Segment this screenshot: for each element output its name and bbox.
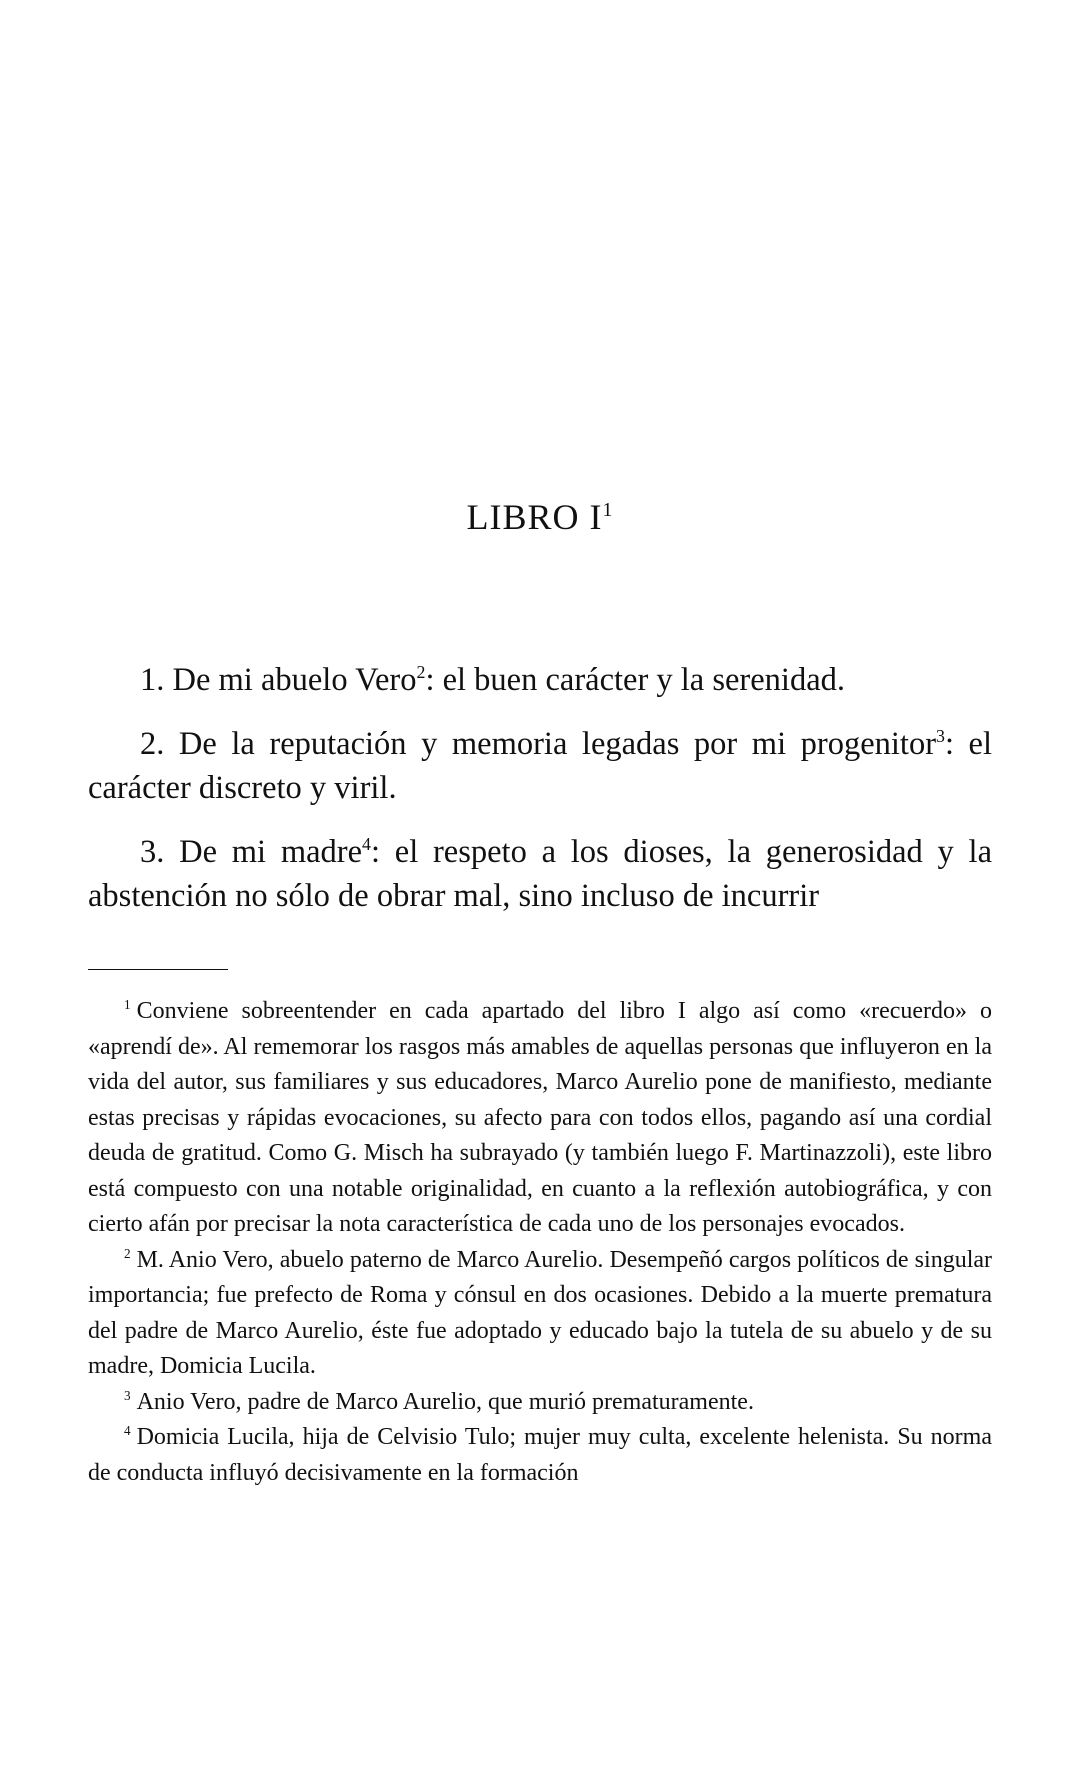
footnote-3 [88, 1385, 992, 1421]
footnote-1-text: Conviene sobreentender en cada apartado del libro I algo así como «recuerdo» o «aprendí de». Al rememorar los rasgos más amables de aquellas personas que influyeron en la vida del autor, sus familiares y sus educadores, Marco Aurelio pone de manifiesto, mediante estas precisas y rápidas evocaciones, su afecto para con todos ellos, pagando así una cordial deuda de gratitud. Como G. Misch ha subrayado (y también luego F. Martinazzoli), este libro está compuesto con una notable originalidad, en cuanto a la reflexión autobiográfica, y con cierto afán por precisar la nota característica de cada uno de los personajes evocados. [88, 998, 992, 1237]
footnote-3-text: Anio Vero, padre de Marco Aurelio, que murió prematuramente. [136, 1388, 754, 1415]
footnote-3-number: 3 [124, 1387, 131, 1403]
footnote-ref-3: 3 [936, 726, 945, 747]
footnote-4-number: 4 [124, 1423, 131, 1438]
paragraph-1 [88, 658, 992, 702]
footnote-2 [88, 1243, 992, 1385]
paragraph-1-lead: 1. De mi abuelo Vero [140, 662, 417, 698]
paragraph-2 [88, 722, 992, 810]
paragraph-3-lead: 3. De mi madre [140, 834, 363, 870]
footnote-divider [88, 969, 228, 970]
paragraph-3 [88, 830, 992, 918]
paragraph-3-rest: : el respeto a los dioses, la generosidad y la abstención no sólo de obrar mal, sino incluso de incurrir [88, 834, 992, 914]
footnote-4-text: Domicia Lucila, hija de Celvisio Tulo; mujer muy culta, excelente helenista. Su norma de conducta influyó decisivamente en la formación [88, 1424, 992, 1486]
paragraph-1-rest: : el buen carácter y la serenidad. [425, 662, 846, 698]
footnote-1 [88, 994, 992, 1243]
chapter-title-text: LIBRO I [466, 497, 603, 537]
footnote-2-number: 2 [124, 1245, 131, 1261]
footnote-2-text: M. Anio Vero, abuelo paterno de Marco Aurelio. Desempeñó cargos políticos de singular importancia; fue prefecto de Roma y cónsul en dos ocasiones. Debido a la muerte prematura del padre de Marco Aurelio, éste fue adoptado y educado bajo la tutela de su abuelo y de su madre, Domicia Lucila. [88, 1246, 992, 1379]
main-text [88, 658, 992, 918]
chapter-title [0, 496, 1080, 538]
footnotes [88, 994, 992, 1491]
footnote-ref-4: 4 [362, 834, 371, 855]
footnote-4 [88, 1420, 992, 1491]
chapter-footnote-ref: 1 [602, 499, 614, 521]
paragraph-2-lead: 2. De la reputación y memoria legadas por mi progenitor [140, 726, 937, 762]
paragraph-2-rest: : el carácter discreto y viril. [88, 726, 992, 806]
footnote-ref-2: 2 [416, 662, 426, 683]
footnote-1-number: 1 [124, 997, 131, 1012]
